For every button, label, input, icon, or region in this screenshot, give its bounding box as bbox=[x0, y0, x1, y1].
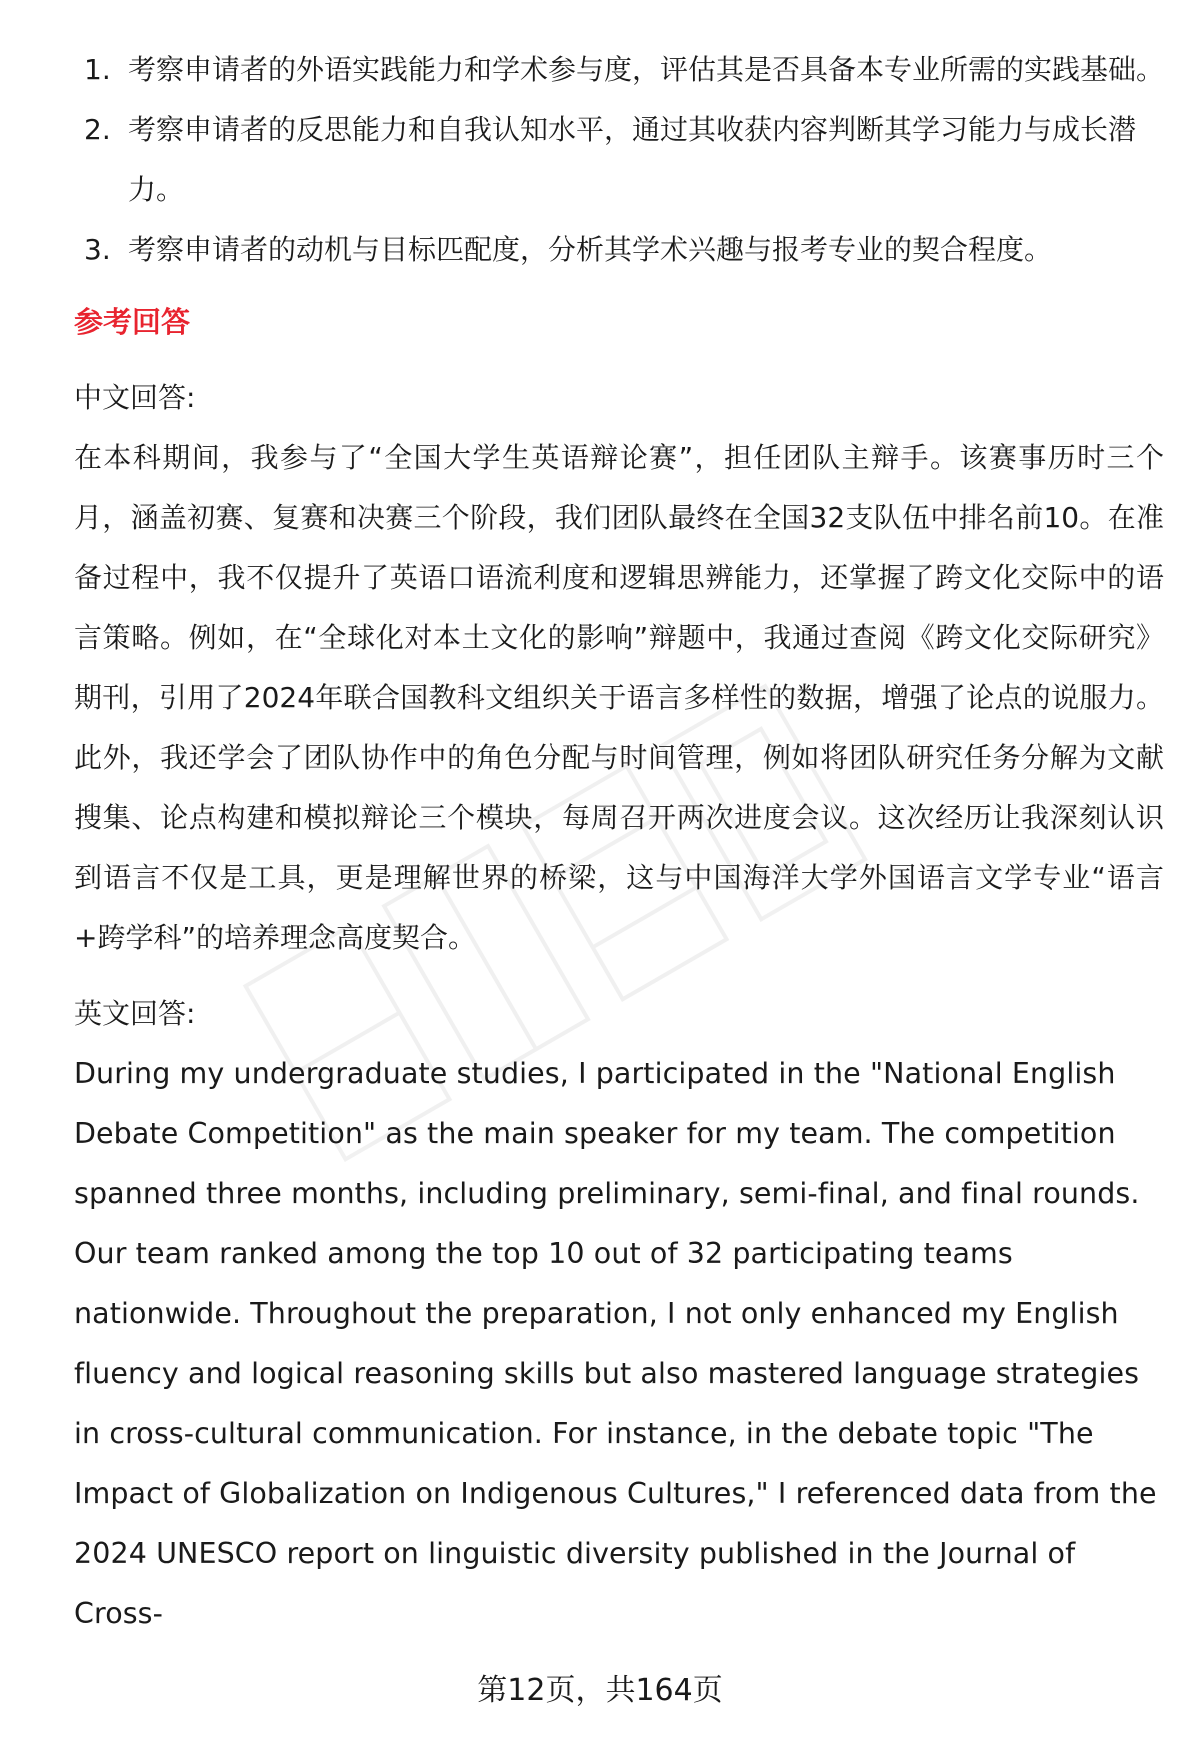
english-answer-label: 英文回答: bbox=[74, 997, 196, 1030]
chinese-answer-label: 中文回答: bbox=[74, 381, 196, 414]
list-number: 2. bbox=[84, 113, 111, 146]
list-number: 3. bbox=[84, 233, 111, 266]
chinese-answer-text: 在本科期间，我参与了“全国大学生英语辩论赛”，担任团队主辩手。该赛事历时三个月，涵盖初赛、复赛和决赛三个阶段，我们团队最终在全国32支队伍中排名前10。在准备过程中，我不仅提升了英语口语流利度和逻辑思辨能力，还掌握了跨文化交际中的语言策略。例如，在“全球化对本土文化的影响”辩题中，我通过查阅《跨文化交际研究》期刊，引用了2024年联合国教科文组织关于语言多样性的数据，增强了论点的说服力。此外，我还学会了团队协作中的角色分配与时间管理，例如将团队研究任务分解为文献搜集、论点构建和模拟辩论三个模块，每周召开两次进度会议。这次经历让我深刻认识到语言不仅是工具，更是理解世界的桥梁，这与中国海洋大学外国语言文学专业“语言+跨学科”的培养理念高度契合。 bbox=[74, 441, 1164, 954]
list-text: 考察申请者的反思能力和自我认知水平，通过其收获内容判断其学习能力与成长潜力。 bbox=[128, 113, 1137, 206]
list-number: 1. bbox=[84, 53, 111, 86]
list-text: 考察申请者的动机与目标匹配度，分析其学术兴趣与报考专业的契合程度。 bbox=[128, 233, 1053, 266]
list-item bbox=[74, 100, 1164, 220]
criteria-list bbox=[74, 40, 1164, 280]
reference-answer-heading: 参考回答 bbox=[74, 305, 191, 339]
list-item bbox=[74, 220, 1164, 280]
list-item bbox=[74, 40, 1164, 100]
list-text: 考察申请者的外语实践能力和学术参与度，评估其是否具备本专业所需的实践基础。 bbox=[128, 53, 1165, 86]
page-number-footer: 第12页，共164页 bbox=[477, 1673, 723, 1708]
english-answer-text: During my undergraduate studies, I participated in the "National English Debate Competition" as the main speaker for my team. The competition spanned three months, including preliminary, semi-final, and final rounds. Our team ranked among the top 10 out of 32 participating teams nationwide. Throughout the preparation, I not only enhanced my English fluency and logical reasoning skills but also mastered language strategies in cross-cultural communication. For instance, in the debate topic "The Impact of Globalization on Indigenous Cultures," I referenced data from the 2024 UNESCO report on linguistic diversity published in the Journal of Cross- bbox=[74, 1057, 1157, 1630]
main-content bbox=[74, 40, 1164, 1644]
